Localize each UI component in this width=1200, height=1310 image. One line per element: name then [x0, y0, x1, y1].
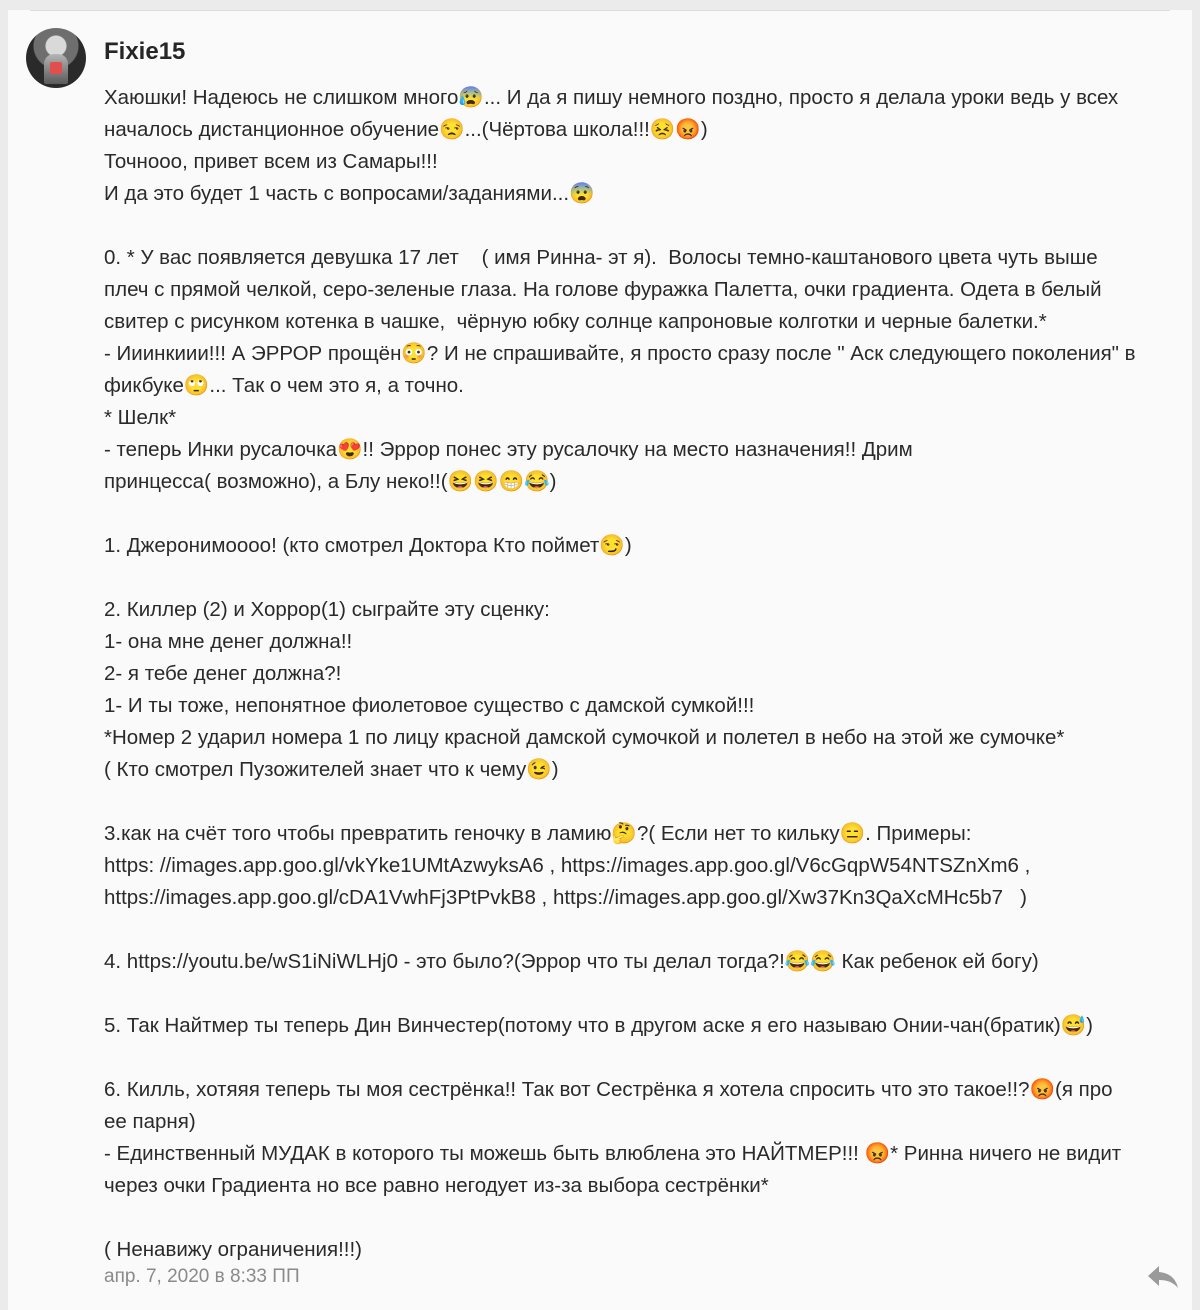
message-line: - Единственный МУДАК в которого ты можешь быть влюблена это НАЙТМЕР!!! 😡* Ринна ничего не видит: [104, 1142, 1122, 1165]
message-line: ее парня): [104, 1110, 196, 1133]
post-card: [8, 10, 1192, 1310]
message-line: [104, 1042, 1184, 1074]
message-line: свитер с рисунком котенка в чашке, чёрную юбку солнце капроновые колготки и черные балетки.*: [104, 310, 1047, 333]
message-line: [104, 914, 1184, 946]
message-line: фикбуке🙄... Так о чем это я, а точно.: [104, 374, 464, 397]
avatar[interactable]: [26, 28, 86, 88]
message-line: 6. Килль, хотяяя теперь ты моя сестрёнка!! Так вот Сестрёнка я хотела спросить что это такое!!?😡(я про: [104, 1078, 1113, 1101]
message-line: 5. Так Найтмер ты теперь Дин Винчестер(потому что в другом аске я его называю Онии-чан(братик)😅): [104, 1014, 1094, 1037]
message-line: - Ииинкиии!!! А ЭРРОР прощён😳? И не спрашивайте, я просто сразу после " Аск следующего поколения" в: [104, 342, 1136, 365]
message-line: принцесса( возможно), а Блу неко!!(😆😆😁😂): [104, 470, 557, 493]
message-line: [104, 1202, 1184, 1234]
message-line: 3.как на счёт того чтобы превратить геночку в ламию🤔?( Если нет то кильку😑. Примеры:: [104, 822, 972, 845]
post-message: [104, 82, 1184, 1266]
reply-arrow-icon[interactable]: [1146, 1264, 1180, 1290]
message-line: плеч с прямой челкой, серо-зеленые глаза. На голове фуражка Палетта, очки градиента. Одета в белый: [104, 278, 1102, 301]
message-line: [104, 978, 1184, 1010]
message-line: ( Ненавижу ограничения!!!): [104, 1238, 363, 1261]
post-content: [104, 38, 1184, 1266]
message-line: Хаюшки! Надеюсь не слишком много😰... И да я пишу немного поздно, просто я делала уроки ведь у всех: [104, 86, 1119, 109]
author-name[interactable]: Fixie15: [104, 38, 186, 65]
post-timestamp: апр. 7, 2020 в 8:33 ПП: [104, 1266, 300, 1287]
message-line: https: //images.app.goo.gl/vkYke1UMtAzwyksA6 , https://images.app.goo.gl/V6cGqpW54NTSZnXm6 ,: [104, 854, 1031, 877]
message-line: - теперь Инки русалочка😍!! Эррор понес эту русалочку на место назначения!! Дрим: [104, 438, 913, 461]
message-line: * Шелк*: [104, 406, 177, 429]
avatar-scarf: [50, 62, 62, 74]
message-line: 1- она мне денег должна!!: [104, 630, 353, 653]
message-line: *Номер 2 ударил номера 1 по лицу красной дамской сумочкой и полетел в небо на этой же сумочке*: [104, 726, 1065, 749]
message-line: через очки Градиента но все равно негодует из-за выбора сестрёнки*: [104, 1174, 769, 1197]
message-line: 1- И ты тоже, непонятное фиолетовое существо с дамской сумкой!!!: [104, 694, 755, 717]
message-line: https://images.app.goo.gl/cDA1VwhFj3PtPvkB8 , https://images.app.goo.gl/Xw37Kn3QaXcMHc5b7 ): [104, 886, 1027, 909]
message-line: ( Кто смотрел Пузожителей знает что к чему😉): [104, 758, 559, 781]
divider: [30, 10, 1170, 11]
message-line: 1. Джеронимоооо! (кто смотрел Доктора Кто поймет😏): [104, 534, 632, 557]
message-line: Точнооо, привет всем из Самары!!!: [104, 150, 438, 173]
message-line: [104, 562, 1184, 594]
message-line: 0. * У вас появляется девушка 17 лет ( имя Ринна- эт я). Волосы темно-каштанового цвета чуть выше: [104, 246, 1098, 269]
message-line: 2. Киллер (2) и Хоррор(1) сыграйте эту сценку:: [104, 598, 550, 621]
message-line: 4. https://youtu.be/wS1iNiWLHj0 - это было?(Эррор что ты делал тогда?!😂😂 Как ребенок ей богу): [104, 950, 1039, 973]
message-line: [104, 210, 1184, 242]
message-line: [104, 786, 1184, 818]
message-line: И да это будет 1 часть с вопросами/заданиями...😨: [104, 182, 595, 205]
message-line: 2- я тебе денег должна?!: [104, 662, 342, 685]
message-line: началось дистанционное обучение😒...(Чёртова школа!!!😣😡): [104, 118, 708, 141]
message-line: [104, 498, 1184, 530]
